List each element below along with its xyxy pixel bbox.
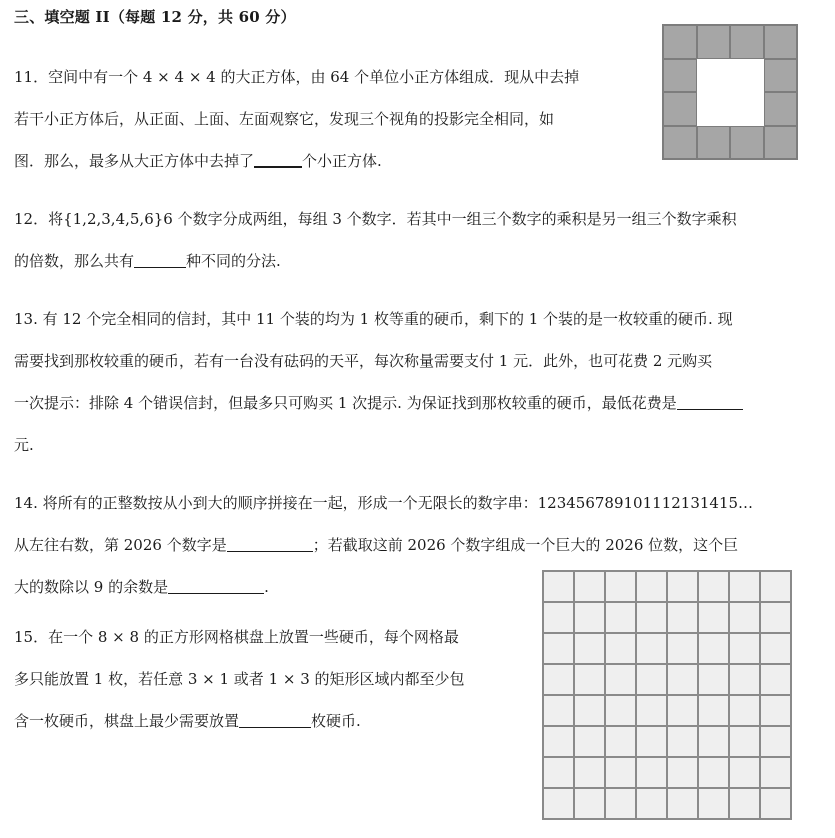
board-square <box>729 571 760 602</box>
problem-15-line-1: 15．在一个 8 × 8 的正方形网格棋盘上放置一些硬币，每个网格最 <box>14 628 459 646</box>
problem-15-line-3 <box>14 700 534 742</box>
projection-empty-square <box>730 59 764 93</box>
problem-14-line-2-tail: ；若截取这前 2026 个数字组成一个巨大的 2026 位数，这个巨 <box>312 536 739 554</box>
problem-11 <box>14 56 654 182</box>
answer-blank-11[interactable] <box>254 148 302 168</box>
problem-14-line-3-tail: . <box>264 578 269 596</box>
board-square <box>667 788 698 819</box>
board-square <box>574 664 605 695</box>
board-square <box>574 726 605 757</box>
problem-12-line-2 <box>14 240 824 282</box>
problem-12 <box>14 198 824 282</box>
problem-15-line-3-tail: 枚硬币. <box>311 712 361 730</box>
projection-filled-square <box>663 126 697 160</box>
problem-15-line-2: 多只能放置 1 枚，若任意 3 × 1 或者 1 × 3 的矩形区域内都至少包 <box>14 670 465 688</box>
board-square <box>636 602 667 633</box>
board-square <box>698 602 729 633</box>
board-square <box>574 633 605 664</box>
board-square <box>636 757 667 788</box>
board-square <box>760 571 791 602</box>
board-square <box>698 633 729 664</box>
board-square <box>698 788 729 819</box>
board-square <box>636 664 667 695</box>
problem-13-line-2: 需要找到那枚较重的硬币，若有一台没有砝码的天平，每次称量需要支付 1 元．此外，也可花费 2 元购买 <box>14 352 713 370</box>
board-square <box>605 695 636 726</box>
board-square <box>574 571 605 602</box>
board-square <box>729 664 760 695</box>
projection-filled-square <box>730 25 764 59</box>
problem-13 <box>14 298 824 466</box>
board-square <box>760 633 791 664</box>
board-square <box>760 664 791 695</box>
board-square <box>543 726 574 757</box>
board-square <box>698 571 729 602</box>
projection-filled-square <box>764 25 798 59</box>
board-square <box>760 757 791 788</box>
problem-11-line-1: 11．空间中有一个 4 × 4 × 4 的大正方体，由 64 个单位小正方体组成．现从中去掉 <box>14 68 580 86</box>
problem-13-line-3-text: 一次提示：排除 4 个错误信封，但最多只可购买 1 次提示. 为保证找到那枚较重的硬币，最低花费是 <box>14 394 677 412</box>
board-square <box>605 726 636 757</box>
projection-filled-square <box>697 126 731 160</box>
board-square <box>729 726 760 757</box>
projection-filled-square <box>730 126 764 160</box>
board-square <box>605 633 636 664</box>
board-square <box>605 757 636 788</box>
board-square <box>574 757 605 788</box>
problem-12-line-1: 12．将{1,2,3,4,5,6}6 个数字分成两组，每组 3 个数字．若其中一组三个数字的乘积是另一组三个数字乘积 <box>14 210 737 228</box>
problem-14-line-2 <box>14 524 824 566</box>
projection-filled-square <box>663 59 697 93</box>
board-square <box>729 695 760 726</box>
board-square <box>729 633 760 664</box>
board-square <box>667 633 698 664</box>
answer-blank-15[interactable] <box>239 709 311 728</box>
board-square <box>543 695 574 726</box>
board-square <box>760 602 791 633</box>
board-square <box>543 571 574 602</box>
board-square <box>636 633 667 664</box>
problem-11-line-3-tail: 个小正方体. <box>302 152 382 170</box>
board-square <box>605 571 636 602</box>
projection-empty-square <box>730 92 764 126</box>
chessboard-grid-figure <box>542 570 792 820</box>
problem-13-line-1: 13. 有 12 个完全相同的信封，其中 11 个装的均为 1 枚等重的硬币，剩下的 1 个装的是一枚较重的硬币. 现 <box>14 310 733 328</box>
projection-filled-square <box>663 92 697 126</box>
board-square <box>543 633 574 664</box>
problem-12-line-2-tail: 种不同的分法. <box>186 252 281 270</box>
board-square <box>543 788 574 819</box>
projection-filled-square <box>663 25 697 59</box>
board-square <box>636 571 667 602</box>
board-square <box>543 757 574 788</box>
board-square <box>636 726 667 757</box>
section-title: 三、填空题 II（每题 12 分，共 60 分） <box>14 8 296 26</box>
problem-14-line-3-text: 大的数除以 9 的余数是 <box>14 578 169 596</box>
answer-blank-14b[interactable] <box>168 575 264 594</box>
cube-projection-figure <box>662 24 798 160</box>
board-square <box>698 664 729 695</box>
projection-filled-square <box>697 25 731 59</box>
board-square <box>729 788 760 819</box>
problem-12-line-2-text: 的倍数，那么共有 <box>14 252 135 270</box>
problem-13-line-3 <box>14 382 824 424</box>
problem-11-line-3 <box>14 140 654 182</box>
board-square <box>667 757 698 788</box>
answer-blank-12[interactable] <box>134 249 186 268</box>
board-square <box>605 664 636 695</box>
board-square <box>605 788 636 819</box>
board-square <box>698 726 729 757</box>
board-square <box>760 726 791 757</box>
board-square <box>760 788 791 819</box>
projection-empty-square <box>697 59 731 93</box>
problem-11-line-2: 若干小正方体后，从正面、上面、左面观察它，发现三个视角的投影完全相同，如 <box>14 110 555 128</box>
answer-blank-13[interactable] <box>677 391 743 410</box>
board-square <box>667 571 698 602</box>
projection-empty-square <box>697 92 731 126</box>
board-square <box>574 788 605 819</box>
board-square <box>667 602 698 633</box>
board-square <box>543 602 574 633</box>
projection-filled-square <box>764 126 798 160</box>
board-square <box>729 757 760 788</box>
board-square <box>667 695 698 726</box>
board-square <box>574 602 605 633</box>
board-square <box>698 757 729 788</box>
projection-filled-square <box>764 59 798 93</box>
problem-14-line-2-text: 从左往右数，第 2026 个数字是 <box>14 536 227 554</box>
problem-13-line-4: 元. <box>14 436 34 454</box>
problem-15-line-3-text: 含一枚硬币，棋盘上最少需要放置 <box>14 712 240 730</box>
projection-filled-square <box>764 92 798 126</box>
board-square <box>636 695 667 726</box>
problem-11-line-3-text: 图．那么，最多从大正方体中去掉了 <box>14 152 255 170</box>
board-square <box>667 664 698 695</box>
board-square <box>605 602 636 633</box>
board-square <box>543 664 574 695</box>
board-square <box>636 788 667 819</box>
problem-14-line-1: 14. 将所有的正整数按从小到大的顺序拼接在一起，形成一个无限长的数字串：123456789101112131415… <box>14 494 754 512</box>
board-square <box>698 695 729 726</box>
board-square <box>667 726 698 757</box>
board-square <box>729 602 760 633</box>
board-square <box>760 695 791 726</box>
answer-blank-14a[interactable] <box>227 533 313 552</box>
board-square <box>574 695 605 726</box>
problem-15 <box>14 616 534 742</box>
